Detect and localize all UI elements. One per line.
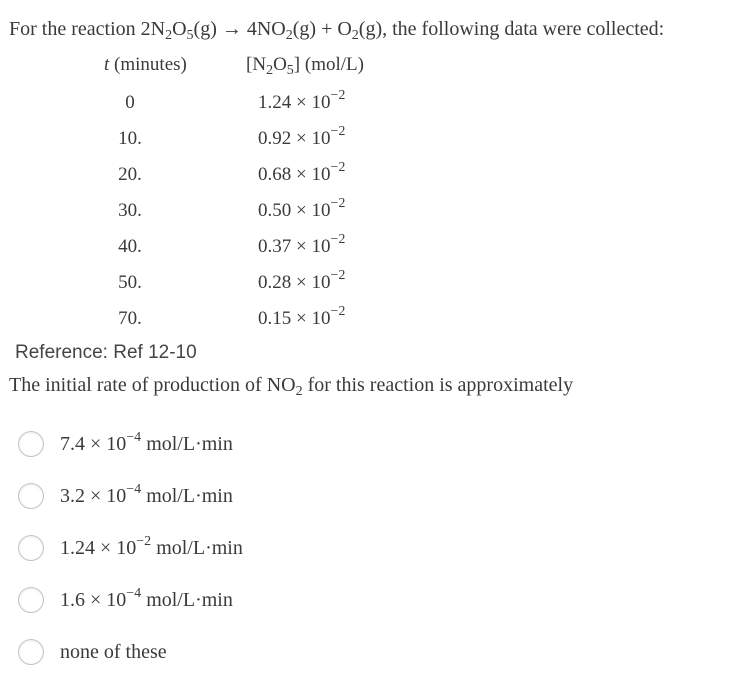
radio-button[interactable] — [18, 587, 44, 613]
answer-choice[interactable] — [18, 636, 167, 668]
table-cell-concentration: $0.50 \times 10^{-2}$ — [258, 196, 346, 221]
radio-button[interactable] — [18, 431, 44, 457]
table-cell-time: 70. — [118, 308, 142, 329]
table-cell-time: 30. — [118, 200, 142, 221]
answer-choice-label: $1.24 \times 10^{-2}$ mol/L·min — [60, 533, 243, 559]
table-header-concentration: $[N_2O_5]$ (mol/L) — [246, 54, 364, 78]
answer-choice[interactable] — [18, 480, 233, 512]
table-cell-time: 50. — [118, 272, 142, 293]
answer-choice[interactable] — [18, 584, 233, 616]
radio-button[interactable] — [18, 535, 44, 561]
question-intro: For the reaction $2N_2O_5(g) \to 4NO_2(g) + O_2(g)$, the following data were collected: — [9, 18, 665, 43]
table-cell-time: 40. — [118, 236, 142, 257]
table-cell-concentration: $1.24 \times 10^{-2}$ — [258, 88, 346, 113]
radio-button[interactable] — [18, 639, 44, 665]
table-cell-concentration: $0.68 \times 10^{-2}$ — [258, 160, 346, 185]
question-text: The initial rate of production of $NO_2$ for this reaction is approximately — [9, 374, 574, 399]
answer-choice[interactable] — [18, 428, 233, 460]
table-header-time: t (minutes) — [104, 54, 187, 75]
table-cell-time: 20. — [118, 164, 142, 185]
answer-choice-label: none of these — [60, 640, 167, 663]
answer-choice-label: $7.4 \times 10^{-4}$ mol/L·min — [60, 429, 233, 455]
table-cell-time: 0 — [125, 92, 135, 113]
reference-text: Reference: Ref 12-10 — [15, 342, 197, 363]
answer-choice-label: $3.2 \times 10^{-4}$ mol/L·min — [60, 481, 233, 507]
table-cell-time: 10. — [118, 128, 142, 149]
table-cell-concentration: $0.28 \times 10^{-2}$ — [258, 268, 346, 293]
answer-choice[interactable] — [18, 532, 243, 564]
table-cell-concentration: $0.92 \times 10^{-2}$ — [258, 124, 346, 149]
answer-choice-label: $1.6 \times 10^{-4}$ mol/L·min — [60, 585, 233, 611]
table-cell-concentration: $0.37 \times 10^{-2}$ — [258, 232, 346, 257]
radio-button[interactable] — [18, 483, 44, 509]
table-cell-concentration: $0.15 \times 10^{-2}$ — [258, 304, 346, 329]
